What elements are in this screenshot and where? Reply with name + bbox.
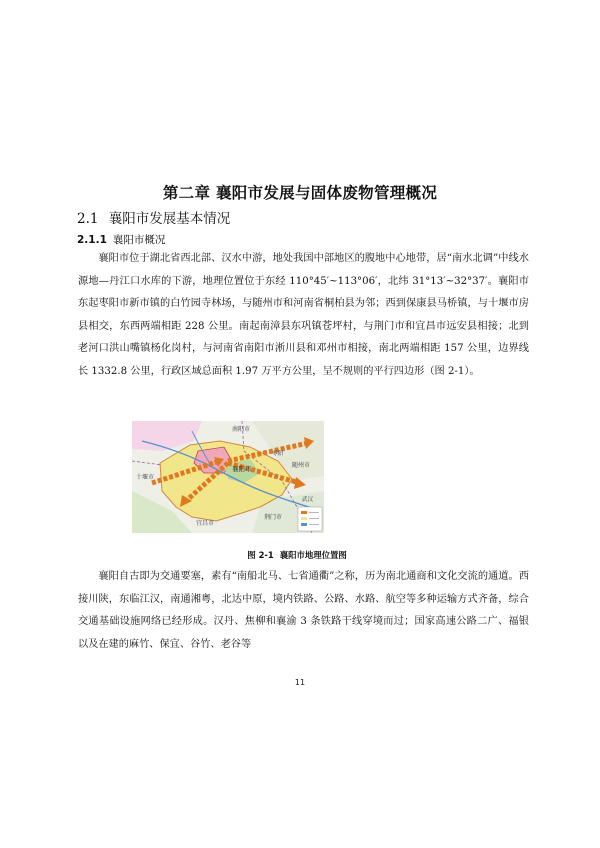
paragraph-transport: 襄阳自古即为交通要塞，素有“南船北马、七省通衢”之称，历为南北通商和文化交流的通道。西接川陕，东临江汉，南通湘粤，北达中原，境内铁路、公路、水路、航空等多种运输方式齐备，综合交通基础设施网络已经形成。汉丹、焦柳和襄渝 3 条铁路干线穿境而过；国家高速公路二广、福银以及在建的麻竹、保宜、谷竹、老谷等 <box>78 571 529 650</box>
paragraph-location: 襄阳市位于湖北省西北部、汉水中游，地处我国中部地区的腹地中心地带，居“南水北调”中线水源地—丹江口水库的下游，地理位置位于东经 110°45′~113°06′，北纬 31°13′~32°37′。襄阳市东起枣阳市新市镇的白竹园寺林场，与随州市和河南省桐柏县为邻；西到保康县马桥镇，与十堰市房县相交，东西两端相距 228 公里。南起南漳县东巩镇苍坪村，与荆门市和宜昌市远安县相接；北到老河口洪山嘴镇杨化岗村，与河南省南阳市淅川县和邓州市相接，南北两端相距 157 公里，边界线长 1332.8 公里，行政区域总面积 1.97 万平方公里，呈不规则的平行四边形（图 2-1）。 <box>78 253 529 377</box>
map-label-zaoyang: 枣阳 <box>272 451 284 457</box>
map-label-nanyang: 南阳市 <box>232 426 251 433</box>
map-label-jingmen: 荆门市 <box>264 514 283 521</box>
location-map-image <box>132 421 324 533</box>
figure-caption-number: 图 2-1 <box>247 550 274 560</box>
page-number: 11 <box>294 678 306 687</box>
figure-caption <box>0 549 600 561</box>
section-heading <box>77 207 230 227</box>
map-label-yichang: 宜昌市 <box>196 520 215 527</box>
chapter-title: 第二章 襄阳市发展与固体废物管理概况 <box>162 184 438 202</box>
section-title: 襄阳市发展基本情况 <box>108 211 231 227</box>
map-label-wuhan: 武汉 <box>302 497 314 503</box>
map-label-shiyan: 十堰市 <box>136 474 155 481</box>
subsection-number: 2.1.1 <box>77 234 107 246</box>
figure-caption-text: 襄阳市地理位置图 <box>279 550 347 560</box>
location-map-figure <box>132 421 324 533</box>
section-number: 2.1 <box>77 211 99 227</box>
map-label-suizhou: 随州市 <box>292 462 311 469</box>
subsection-title: 襄阳市概况 <box>112 234 166 246</box>
map-label-xiangyang: 襄阳市 <box>232 465 252 473</box>
subsection-heading <box>77 232 165 247</box>
